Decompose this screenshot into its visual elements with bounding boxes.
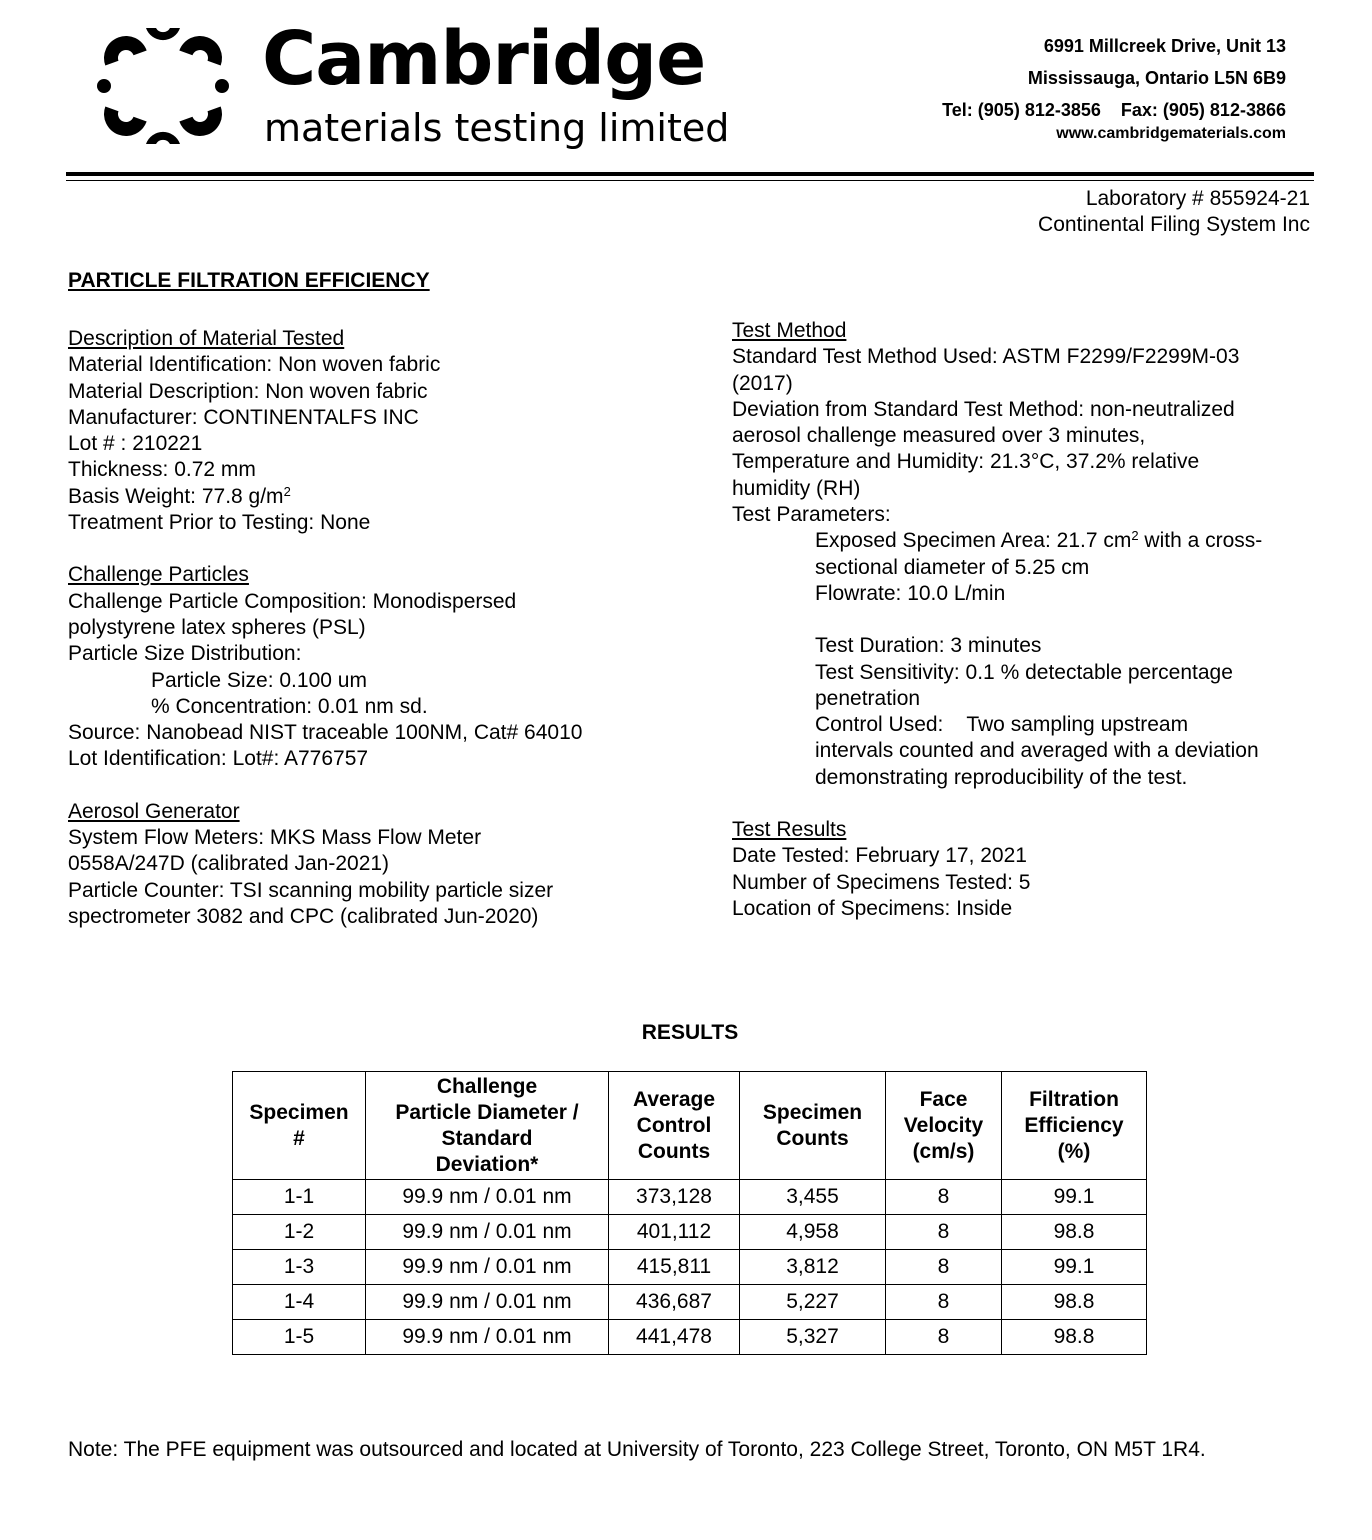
header-rule-thin — [66, 180, 1314, 181]
control-used-3: demonstrating reproducibility of the test. — [815, 765, 1188, 789]
cell-efficiency: 98.8 — [1002, 1215, 1147, 1250]
specimen-area-text: Exposed Specimen Area: 21.7 cm — [815, 529, 1132, 553]
particle-counter-1: Particle Counter: TSI scanning mobility particle sizer — [68, 878, 554, 902]
cell-velocity: 8 — [886, 1215, 1002, 1250]
control-used-2: intervals counted and averaged with a deviation — [815, 739, 1259, 763]
cell-counts: 4,958 — [740, 1215, 886, 1250]
cell-efficiency: 99.1 — [1002, 1180, 1147, 1215]
cambridge-logo-icon — [96, 22, 230, 150]
header-average-control: Average Control Counts — [609, 1072, 740, 1180]
table-row — [233, 1180, 1147, 1215]
table-row — [233, 1285, 1147, 1320]
material-heading: Description of Material Tested — [68, 327, 345, 350]
lot-identification: Lot Identification: Lot#: A776757 — [68, 747, 369, 771]
header-specimen: Specimen # — [233, 1072, 366, 1180]
cell-control: 373,128 — [609, 1180, 740, 1215]
deviation-1: Deviation from Standard Test Method: non-neutralized — [732, 397, 1235, 421]
website: www.cambridgematerials.com — [1056, 125, 1286, 142]
lot-number: Lot # : 210221 — [68, 432, 203, 456]
client-name: Continental Filing System Inc — [1038, 213, 1310, 236]
table-row — [233, 1215, 1147, 1250]
address-line2: Mississauga, Ontario L5N 6B9 — [1027, 68, 1286, 88]
cell-counts: 3,455 — [740, 1180, 886, 1215]
specimens-location: Location of Specimens: Inside — [732, 896, 1013, 920]
material-description: Material Description: Non woven fabric — [68, 379, 428, 403]
table-row — [233, 1320, 1147, 1355]
cell-diameter: 99.9 nm / 0.01 nm — [366, 1180, 609, 1215]
method-heading: Test Method — [732, 319, 847, 342]
cell-efficiency: 98.8 — [1002, 1320, 1147, 1355]
challenge-composition-1: Challenge Particle Composition: Monodispersed — [68, 589, 517, 613]
cell-control: 401,112 — [609, 1215, 740, 1250]
deviation-2: aerosol challenge measured over 3 minutes, — [732, 424, 1146, 448]
specimen-area-sup: 2 — [1131, 528, 1139, 544]
challenge-composition-2: polystyrene latex spheres (PSL) — [68, 615, 366, 639]
manufacturer: Manufacturer: CONTINENTALFS INC — [68, 405, 419, 429]
concentration: % Concentration: 0.01 nm sd. — [151, 694, 428, 718]
thickness: Thickness: 0.72 mm — [68, 458, 256, 482]
cell-control: 436,687 — [609, 1285, 740, 1320]
cell-velocity: 8 — [886, 1285, 1002, 1320]
cell-control: 441,478 — [609, 1320, 740, 1355]
header-face-velocity: Face Velocity (cm/s) — [886, 1072, 1002, 1180]
flow-meters-2: 0558A/247D (calibrated Jan-2021) — [68, 852, 390, 876]
cell-counts: 5,227 — [740, 1285, 886, 1320]
header-filtration-efficiency: Filtration Efficiency (%) — [1002, 1072, 1147, 1180]
test-sensitivity-2: penetration — [815, 686, 921, 710]
standard-method-2: (2017) — [732, 371, 793, 395]
cell-control: 415,811 — [609, 1250, 740, 1285]
date-tested: Date Tested: February 17, 2021 — [732, 844, 1027, 868]
header-specimen-counts: Specimen Counts — [740, 1072, 886, 1180]
cell-efficiency: 99.1 — [1002, 1250, 1147, 1285]
results-header-row — [233, 1072, 1147, 1180]
header-rule-thick — [66, 172, 1314, 176]
control-used-1: Control Used: Two sampling upstream — [815, 713, 1189, 737]
flow-meters-1: System Flow Meters: MKS Mass Flow Meter — [68, 826, 482, 850]
temperature-2: humidity (RH) — [732, 476, 861, 500]
particle-counter-2: spectrometer 3082 and CPC (calibrated Jun-2020) — [68, 904, 539, 928]
company-name: Cambridge — [262, 16, 706, 102]
company-subtitle: materials testing limited — [264, 106, 730, 150]
cell-counts: 3,812 — [740, 1250, 886, 1285]
address-line1: 6991 Millcreek Drive, Unit 13 — [1043, 36, 1286, 56]
cell-specimen: 1-3 — [233, 1250, 366, 1285]
specimen-area-rest: with a cross- — [1138, 529, 1263, 553]
cell-velocity: 8 — [886, 1250, 1002, 1285]
challenge-heading: Challenge Particles — [68, 563, 249, 587]
test-parameters: Test Parameters: — [732, 503, 891, 527]
phone-fax: Tel: (905) 812-3856 Fax: (905) 812-3866 — [942, 100, 1286, 120]
cell-diameter: 99.9 nm / 0.01 nm — [366, 1285, 609, 1320]
cell-counts: 5,327 — [740, 1320, 886, 1355]
test-duration: Test Duration: 3 minutes — [815, 634, 1042, 658]
cell-specimen: 1-2 — [233, 1215, 366, 1250]
basis-weight-text: Basis Weight: 77.8 g/m — [68, 484, 284, 508]
cell-diameter: 99.9 nm / 0.01 nm — [366, 1320, 609, 1355]
header-challenge-diameter: Challenge Particle Diameter / Standard Deviation* — [366, 1072, 609, 1180]
cell-efficiency: 98.8 — [1002, 1285, 1147, 1320]
results-title: RESULTS — [641, 1021, 739, 1044]
lab-number: Laboratory # 855924-21 — [1085, 187, 1310, 210]
basis-weight — [68, 484, 688, 510]
specimen-area-1 — [732, 528, 1332, 554]
material-identification: Material Identification: Non woven fabric — [68, 353, 441, 377]
specimens-count: Number of Specimens Tested: 5 — [732, 870, 1031, 894]
specimen-area-2: sectional diameter of 5.25 cm — [815, 555, 1090, 579]
basis-weight-sup: 2 — [283, 483, 291, 499]
cell-diameter: 99.9 nm / 0.01 nm — [366, 1215, 609, 1250]
right-column — [732, 318, 1332, 922]
cell-diameter: 99.9 nm / 0.01 nm — [366, 1250, 609, 1285]
flowrate: Flowrate: 10.0 L/min — [815, 581, 1006, 605]
table-row — [233, 1250, 1147, 1285]
standard-method-1: Standard Test Method Used: ASTM F2299/F2299M-03 — [732, 345, 1240, 369]
document-title: PARTICLE FILTRATION EFFICIENCY — [68, 269, 430, 292]
footnote: Note: The PFE equipment was outsourced and located at University of Toronto, 223 College Street, Toronto, ON M5T 1R4. — [68, 1438, 1206, 1461]
aerosol-heading: Aerosol Generator — [68, 799, 240, 823]
cell-specimen: 1-1 — [233, 1180, 366, 1215]
treatment: Treatment Prior to Testing: None — [68, 511, 371, 535]
particle-size: Particle Size: 0.100 um — [151, 668, 367, 692]
size-distribution: Particle Size Distribution: — [68, 642, 302, 666]
test-results-heading: Test Results — [732, 818, 847, 842]
test-sensitivity-1: Test Sensitivity: 0.1 % detectable percentage — [815, 660, 1233, 684]
cell-velocity: 8 — [886, 1320, 1002, 1355]
temperature-1: Temperature and Humidity: 21.3°C, 37.2% relative — [732, 450, 1200, 474]
left-column — [68, 326, 688, 930]
particle-source: Source: Nanobead NIST traceable 100NM, Cat# 64010 — [68, 721, 583, 745]
cell-velocity: 8 — [886, 1180, 1002, 1215]
cell-specimen: 1-5 — [233, 1320, 366, 1355]
cell-specimen: 1-4 — [233, 1285, 366, 1320]
results-table — [232, 1071, 1147, 1355]
